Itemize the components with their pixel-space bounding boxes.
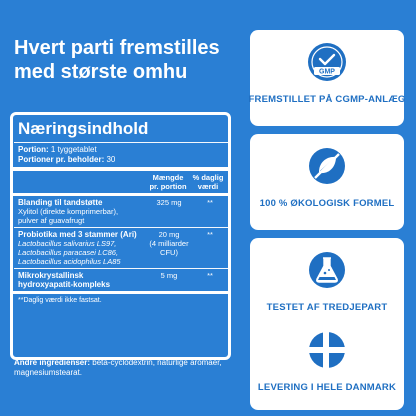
servings-value: 30 bbox=[106, 155, 116, 164]
portion-line bbox=[18, 145, 224, 155]
footnote: **Daglig værdi ikke fastsat. bbox=[18, 297, 102, 304]
row-name: hydroxyapatit-kompleks bbox=[18, 280, 111, 289]
feature-card-delivery bbox=[250, 318, 404, 410]
other-ingredients-label: Andre ingredienser: bbox=[14, 358, 91, 367]
row-dv: ** bbox=[207, 198, 213, 207]
portion-label: Portion: bbox=[18, 145, 49, 154]
nutrition-row bbox=[18, 198, 224, 225]
row-amount: 20 mg bbox=[158, 230, 180, 239]
row-dv: ** bbox=[207, 230, 213, 239]
servings-line bbox=[18, 155, 224, 165]
divider bbox=[14, 142, 228, 143]
dv-column-header bbox=[192, 173, 224, 191]
amount-column-header bbox=[144, 173, 192, 191]
row-amount-note: CFU) bbox=[160, 248, 178, 257]
row-name: Blanding til tandstøtte bbox=[18, 198, 103, 207]
portion-value: 1 tyggetablet bbox=[50, 145, 97, 154]
row-amount-cell bbox=[142, 230, 196, 266]
divider bbox=[14, 227, 228, 228]
column-headers bbox=[18, 173, 224, 191]
feature-card-organic bbox=[250, 134, 404, 230]
nutrition-row bbox=[18, 271, 224, 289]
dv-header-line-1: % daglig bbox=[192, 173, 224, 182]
amount-header-line-1: Mængde bbox=[152, 173, 184, 182]
servings-label: Portioner pr. beholder: bbox=[18, 155, 105, 164]
other-ingredients-value: beta-cyclodextrin, naturlige aromaer, magnesiumstearat. bbox=[14, 358, 222, 377]
row-name: Probiotika med 3 stammer (Ari) bbox=[18, 230, 137, 239]
other-ingredients bbox=[14, 358, 230, 378]
row-name-cell bbox=[18, 271, 142, 289]
gmp-badge-icon bbox=[305, 40, 349, 84]
medium-divider bbox=[13, 193, 228, 196]
row-desc: Xylitol (direkte komprimerbar), bbox=[18, 207, 119, 216]
row-name-cell bbox=[18, 198, 142, 225]
divider bbox=[14, 268, 228, 269]
row-desc: pulver af guavafrugt bbox=[18, 216, 85, 225]
row-desc: Lactobacillus salivarius LS97, bbox=[18, 239, 117, 248]
medium-divider bbox=[13, 291, 228, 294]
headline-line-2: med største omhu bbox=[14, 61, 188, 83]
danish-flag-icon bbox=[305, 328, 349, 372]
row-name: Mikrokrystallinsk bbox=[18, 271, 84, 280]
nutrition-title: Næringsindhold bbox=[18, 119, 149, 138]
headline bbox=[14, 36, 254, 84]
row-name-cell bbox=[18, 230, 142, 266]
row-dv: ** bbox=[207, 271, 213, 280]
row-amount: 325 mg bbox=[156, 198, 182, 207]
feature-label: 100 % ØKOLOGISK FORMEL bbox=[259, 198, 395, 209]
nutrition-panel bbox=[10, 112, 231, 360]
feature-card-gmp bbox=[250, 30, 404, 126]
dv-header-line-2: værdi bbox=[197, 182, 219, 191]
row-desc: Lactobacillus acidophilus LA85 bbox=[18, 257, 121, 266]
nutrition-row bbox=[18, 230, 224, 266]
row-desc: Lactobacillus paracasei LC86, bbox=[18, 248, 119, 257]
flask-icon bbox=[305, 248, 349, 292]
feature-label: FREMSTILLET PÅ CGMP-ANLÆG bbox=[248, 94, 406, 105]
amount-header-line-2: pr. portion bbox=[149, 182, 187, 191]
gmp-badge-text: GMP bbox=[319, 68, 335, 76]
headline-line-1: Hvert parti fremstilles bbox=[14, 37, 220, 59]
leaf-no-icon bbox=[305, 144, 349, 188]
thick-divider bbox=[13, 167, 228, 171]
row-amount: 5 mg bbox=[160, 271, 178, 280]
feature-label: TESTET AF TREDJEPART bbox=[266, 302, 388, 313]
row-amount-note: (4 milliarder bbox=[149, 239, 189, 248]
feature-label: LEVERING I HELE DANMARK bbox=[257, 382, 397, 393]
